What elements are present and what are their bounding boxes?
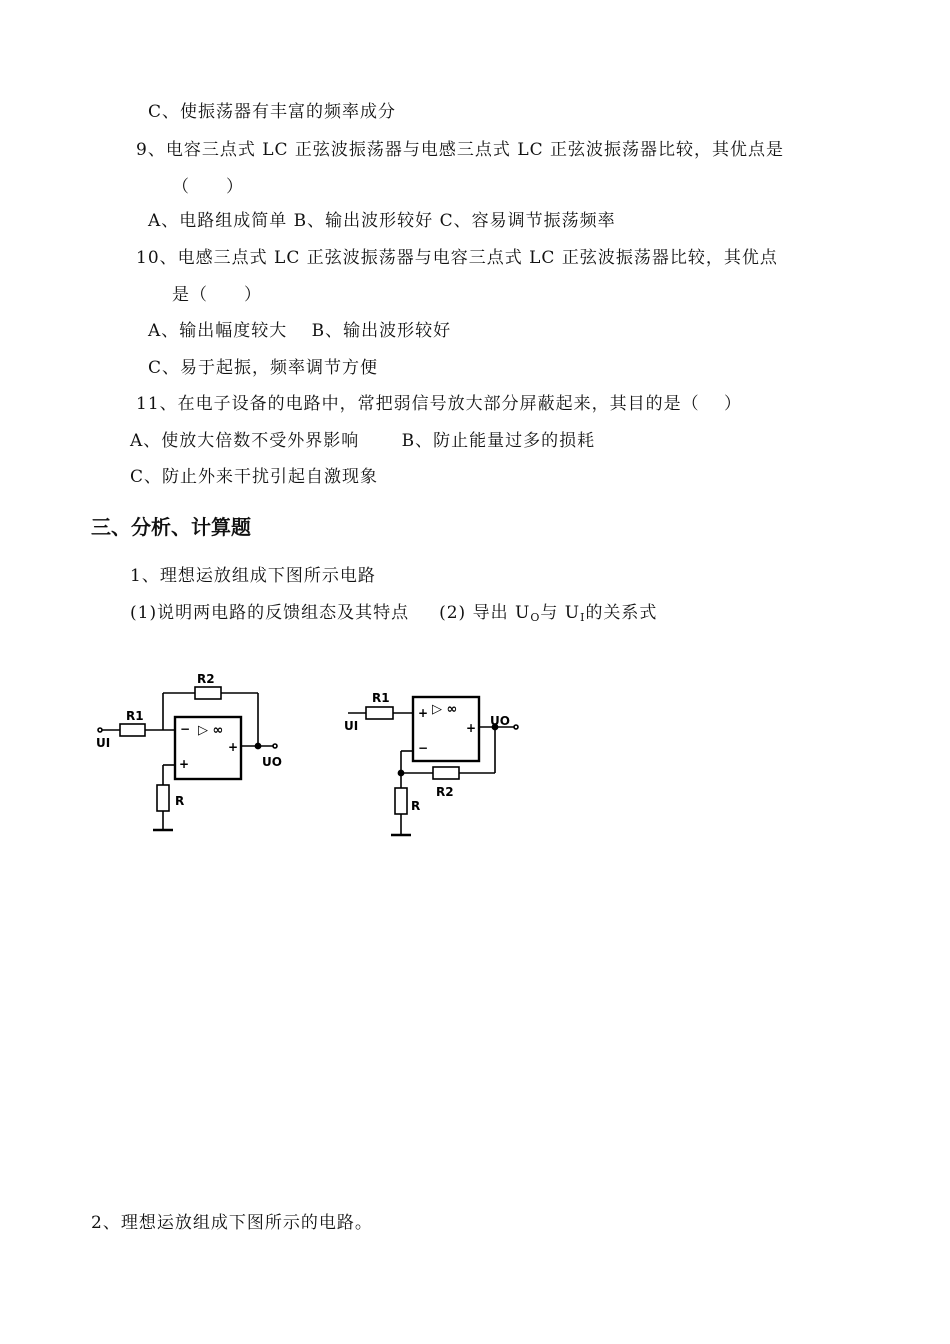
label-uo: UO [490,714,510,728]
label-r2: R2 [197,672,215,686]
plus-input: + [418,706,429,720]
label-uo: UO [262,755,282,769]
opamp-symbol: ▷ ∞ [432,702,458,717]
problem1-intro: 1、理想运放组成下图所示电路 [130,566,376,586]
problem1-parts [130,602,657,629]
q10-option-c: C、易于起振，频率调节方便 [148,358,379,378]
plus-input: + [179,757,190,771]
circuit-right [338,683,538,843]
q10-stem: 10、电感三点式 LC 正弦波振荡器与电容三点式 LC 正弦波振荡器比较，其优点 [136,248,778,268]
label-r1: R1 [126,709,144,723]
label-r: R [411,799,421,813]
q9-stem: 9、电容三点式 LC 正弦波振荡器与电感三点式 LC 正弦波振荡器比较，其优点是 [136,140,785,160]
q8-option-c: C、使振荡器有丰富的频率成分 [148,102,397,122]
plus-output: + [228,740,239,754]
q9-options: A、电路组成简单 B、输出波形较好 C、容易调节振荡频率 [148,211,616,231]
label-r1: R1 [372,691,390,705]
label-ui: UI [96,736,111,750]
problem2-intro: 2、理想运放组成下图所示的电路。 [91,1213,373,1233]
minus-input: − [180,722,191,736]
plus-output: + [466,721,477,735]
problem1-part2-mid: 与 U [540,603,581,623]
sub-i: I [580,611,586,624]
label-r: R [175,794,185,808]
q11-stem: 11、在电子设备的电路中，常把弱信号放大部分屏蔽起来，其目的是（ ） [136,394,743,414]
problem1-part2-suffix: 的关系式 [585,603,658,623]
opamp-symbol: ▷ ∞ [198,723,224,738]
problem1-part2-prefix: (2) 导出 U [439,603,531,623]
circuit-left [90,665,300,840]
q10-blank: 是（ ） [172,285,262,305]
q10-options-ab: A、输出幅度较大 B、输出波形较好 [148,321,452,341]
sub-o: O [530,611,541,624]
label-r2: R2 [436,785,454,799]
problem1-part1: (1)说明两电路的反馈组态及其特点 [130,603,410,623]
q11-options-ab: A、使放大倍数不受外界影响 B、防止能量过多的损耗 [130,431,596,451]
label-ui: UI [344,719,359,733]
minus-input: − [418,741,429,755]
section-title: 三、分析、计算题 [91,515,251,539]
q9-blank: （ ） [172,177,244,197]
q11-option-c: C、防止外来干扰引起自激现象 [130,467,379,487]
